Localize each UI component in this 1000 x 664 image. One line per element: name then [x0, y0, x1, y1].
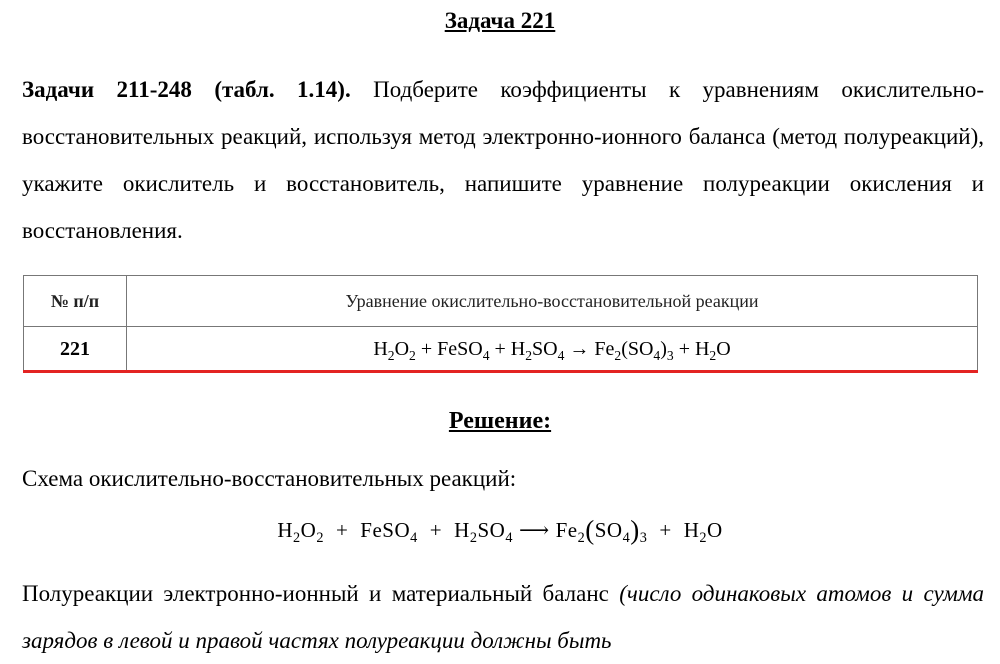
page-title: Задача 221 [444, 8, 556, 33]
table-header-row [24, 276, 978, 327]
header-equation: Уравнение окислительно-восстановительной реакции [127, 276, 978, 327]
table-row [24, 327, 978, 373]
intro-paragraph [22, 66, 984, 254]
reaction-equation: $H_2O_2$ + FeSO$_4$ + $H_2SO_4$ ⟶ $Fe_2(SO_4)_3 + H_2O$ [277, 515, 723, 546]
reaction-arrow: ⟶ [518, 518, 550, 542]
solution-title: Решение: [448, 408, 552, 434]
para2-italic: (число одинаковых атомов и сумма зарядов в левой и правой частях полуреакции должны быть [22, 581, 985, 653]
intro-bold: Задачи 211-248 (табл. 1.14). [22, 77, 351, 102]
row-number: 221 [24, 327, 127, 373]
intro-text: Подберите коэффициенты к уравнениям окислительно-восстановительных реакций, используя метод электронно-ионного баланса (метод полуреакций), укажите окислитель и восстановитель, напишите уравнение полуреакции окисления и восстановления. [22, 77, 984, 243]
scheme-label: Схема окислительно-восстановительных реакций: [22, 466, 517, 491]
half-reaction-paragraph [22, 570, 984, 664]
red-underline-divider [23, 370, 978, 373]
row-reaction: $H_2O_2$ + FeSO$_4$ + $H_2SO_4 \to Fe_2(SO_4)_3 + H_2O$ [127, 327, 978, 373]
para2-text: Полуреакции электронно-ионный и материальный баланс [22, 581, 620, 606]
task-table [23, 275, 978, 373]
header-number: № п/п [24, 276, 127, 327]
